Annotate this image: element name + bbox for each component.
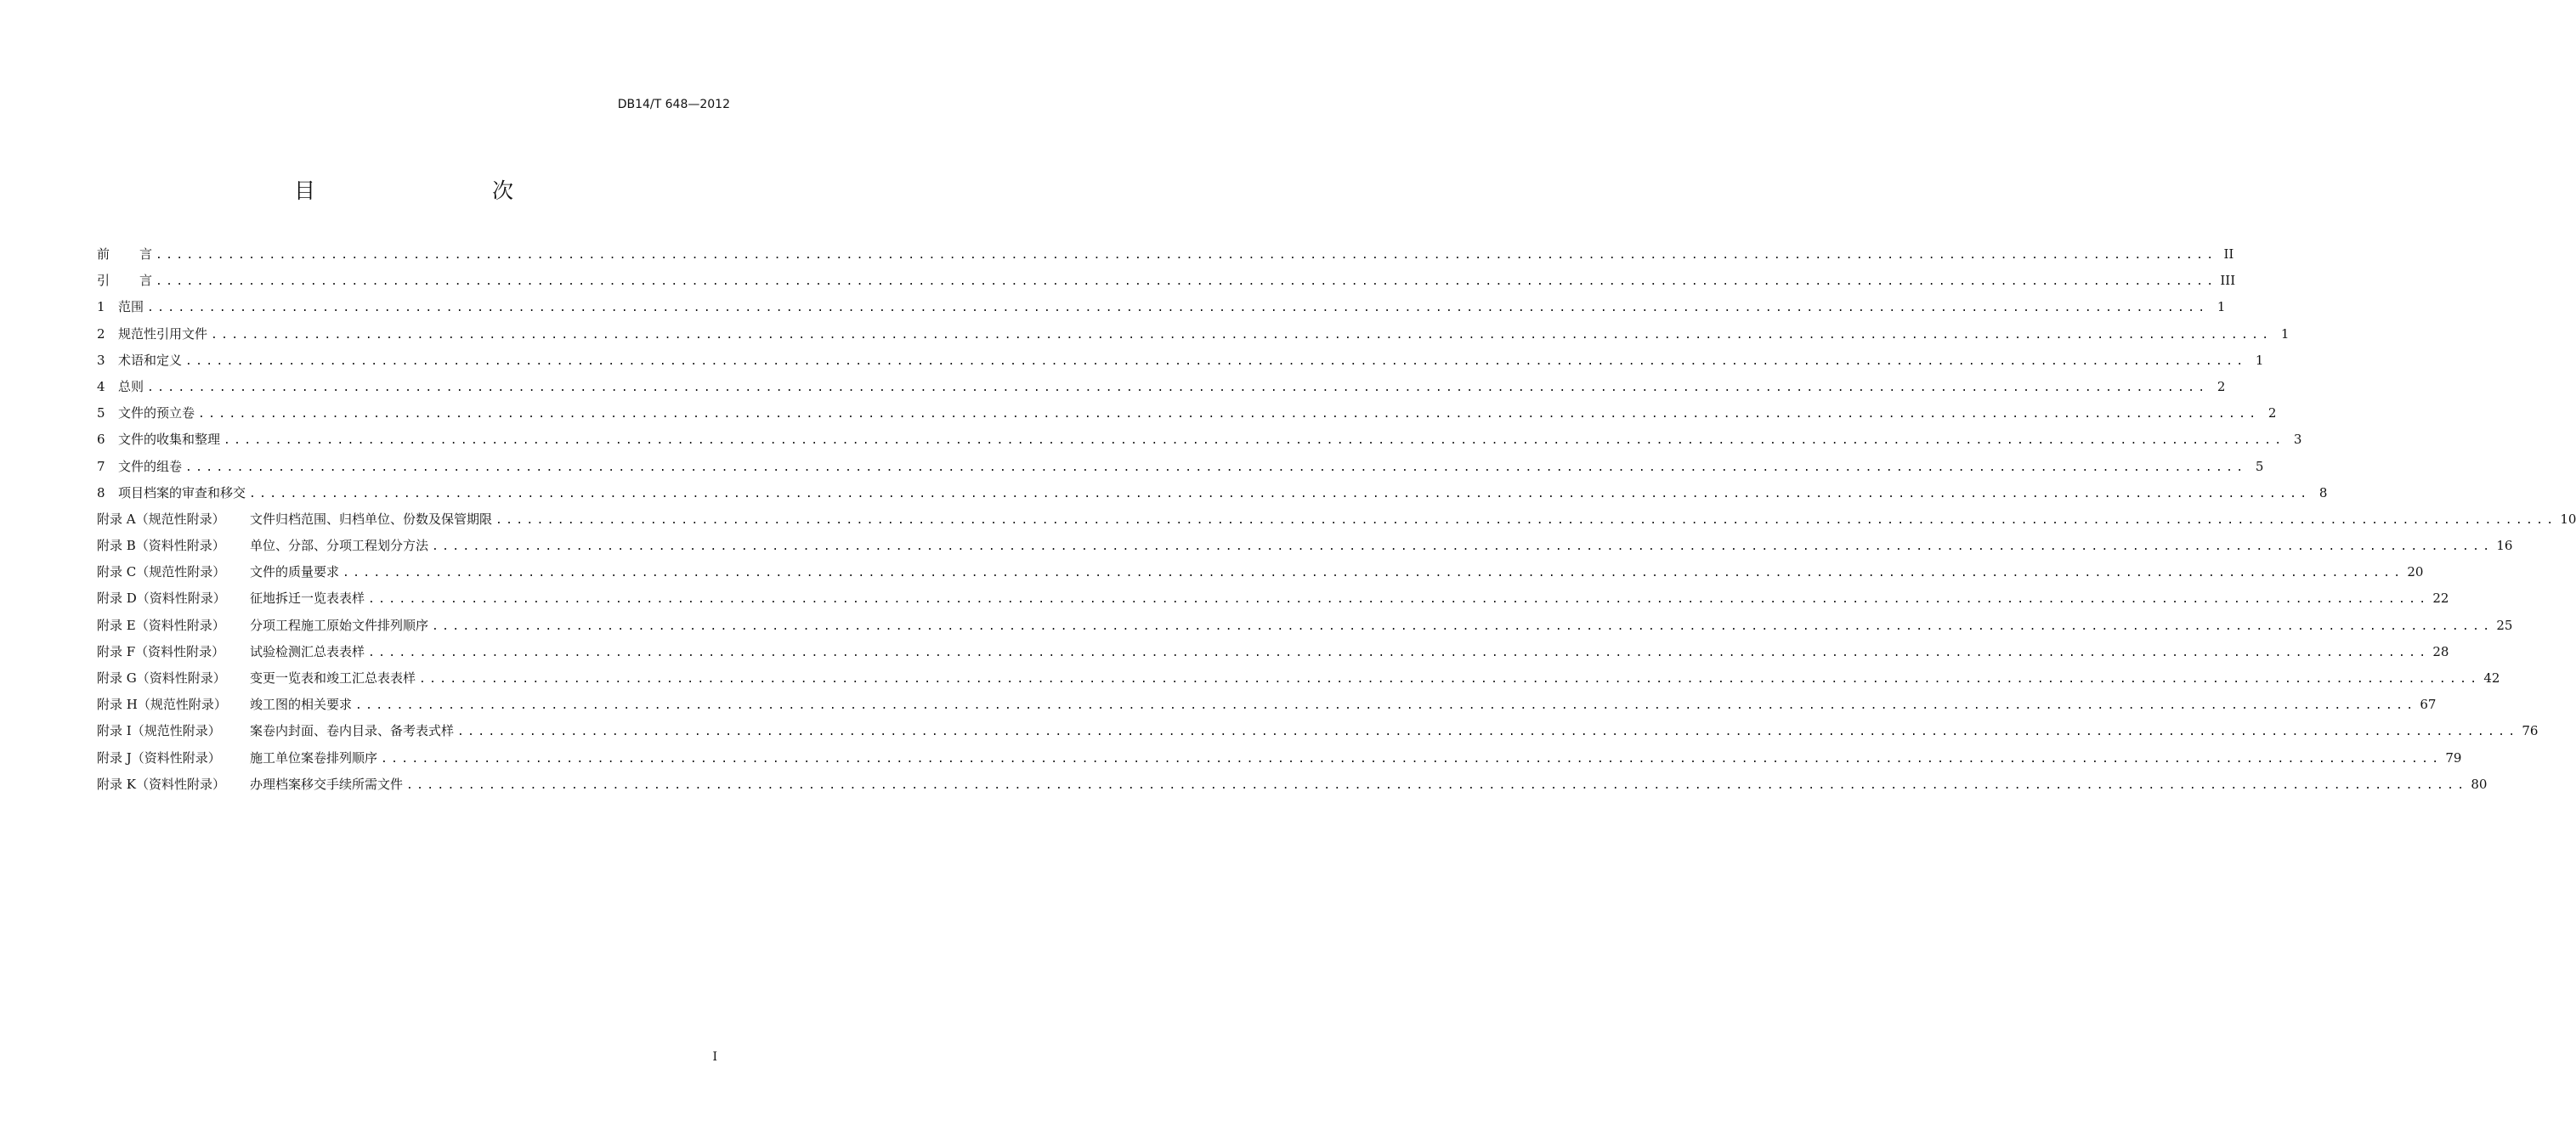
toc-entry[interactable]: [97, 692, 2437, 718]
toc-entry[interactable]: [97, 745, 2462, 772]
toc-leader-dots: ........................................................................................................................................................................................................: [198, 408, 2260, 421]
toc-leader-dots: ........................................................................................................................................................................................................: [343, 567, 2404, 580]
toc-entry-title: 单位、分部、分项工程划分方法: [250, 538, 429, 554]
toc-entry-title: 项目档案的审查和移交: [118, 484, 246, 500]
toc-entry-page: 80: [2471, 776, 2488, 792]
toc-entry-page: 10: [2560, 511, 2576, 527]
toc-entry-title: 文件的预立卷: [118, 405, 195, 421]
toc-entry-number: 附录 D（资料性附录）: [97, 591, 226, 607]
toc-entry[interactable]: [97, 348, 2264, 374]
toc-entry-number: 5: [97, 405, 105, 421]
toc-entry-page: III: [2220, 273, 2236, 289]
toc-leader-dots: ........................................................................................................................................................................................................: [432, 619, 2494, 633]
toc-entry-title: 施工单位案卷排列顺序: [250, 749, 378, 766]
toc-entry[interactable]: [97, 613, 2513, 639]
page-title: 目 次: [294, 178, 598, 203]
toc-leader-dots: ........................................................................................................................................................................................................: [355, 699, 2417, 713]
toc-entry-number: 4: [97, 378, 105, 394]
toc-entry-page: 3: [2293, 432, 2302, 448]
toc-entry-title: 征地拆迁一览表表样: [250, 591, 365, 607]
toc-entry-page: 1: [2255, 352, 2264, 368]
toc-entry-number: 附录 A（规范性附录）: [97, 511, 225, 527]
toc-leader-dots: ........................................................................................................................................................................................................: [432, 540, 2494, 554]
toc-leader-dots: ........................................................................................................................................................................................................: [224, 434, 2285, 448]
toc-entry-page: 67: [2420, 697, 2437, 713]
toc-entry[interactable]: [97, 772, 2488, 798]
toc-entry-page: 22: [2432, 591, 2449, 607]
toc-entry[interactable]: [97, 585, 2449, 612]
toc-entry-title: 试验检测汇总表表样: [250, 643, 365, 659]
toc-entry[interactable]: [97, 268, 2236, 294]
toc-entry-number: 3: [97, 352, 105, 368]
toc-leader-dots: ........................................................................................................................................................................................................: [495, 513, 2557, 527]
document-code: DB14/T 648—2012: [617, 98, 730, 111]
toc-entry-number: 附录 J（资料性附录）: [97, 749, 221, 766]
toc-leader-dots: ........................................................................................................................................................................................................: [249, 487, 2311, 500]
toc-entry-title: 范围: [118, 299, 144, 315]
toc-entry-page: 1: [2216, 299, 2226, 315]
toc-entry-number: 附录 E（资料性附录）: [97, 617, 225, 633]
toc-entry-title: 案卷内封面、卷内目录、备考表式样: [250, 723, 455, 739]
toc-entry-number: 附录 I（规范性附录）: [97, 723, 221, 739]
toc-entry-number: 附录 G（资料性附录）: [97, 670, 226, 686]
toc-entry-page: II: [2223, 246, 2234, 262]
toc-entry-title: 文件的质量要求: [250, 564, 340, 580]
toc-entry-number: 7: [97, 458, 105, 474]
toc-entry-number: 前: [97, 246, 110, 262]
toc-entry-number: 附录 F（资料性附录）: [97, 643, 225, 659]
toc-entry[interactable]: [97, 665, 2500, 692]
toc-entry-page: 42: [2483, 670, 2500, 686]
toc-entry-page: 8: [2318, 484, 2328, 500]
toc-leader-dots: ........................................................................................................................................................................................................: [185, 461, 2247, 474]
toc-entry-page: 2: [2216, 378, 2226, 394]
toc-entry-number: 附录 H（规范性附录）: [97, 697, 227, 713]
toc-entry-page: 79: [2445, 749, 2462, 766]
toc-entry[interactable]: [97, 454, 2264, 480]
table-of-contents: [97, 241, 2576, 798]
toc-entry-page: 25: [2496, 617, 2513, 633]
toc-entry[interactable]: [97, 241, 2234, 268]
toc-entry-number: 1: [97, 299, 105, 315]
toc-entry[interactable]: [97, 321, 2290, 348]
toc-leader-dots: ........................................................................................................................................................................................................: [381, 752, 2443, 766]
toc-leader-dots: ........................................................................................................................................................................................................: [457, 726, 2519, 739]
toc-entry-title: 文件的收集和整理: [118, 432, 221, 448]
toc-entry[interactable]: [97, 533, 2513, 559]
toc-entry-title: 文件的组卷: [118, 458, 183, 474]
toc-entry-number: 2: [97, 325, 105, 342]
toc-entry-page: 20: [2407, 564, 2424, 580]
toc-leader-dots: ........................................................................................................................................................................................................: [147, 381, 2209, 394]
toc-entry-number: 8: [97, 484, 105, 500]
toc-leader-dots: ........................................................................................................................................................................................................: [368, 646, 2430, 659]
toc-entry-title: 办理档案移交手续所需文件: [250, 776, 404, 792]
toc-entry-page: 2: [2267, 405, 2277, 421]
toc-entry[interactable]: [97, 718, 2539, 744]
toc-entry-title: 总则: [118, 378, 144, 394]
toc-entry[interactable]: [97, 374, 2226, 400]
toc-entry-page: 76: [2522, 723, 2539, 739]
page-number: I: [712, 1050, 717, 1064]
toc-leader-dots: ........................................................................................................................................................................................................: [156, 249, 2217, 262]
toc-leader-dots: ........................................................................................................................................................................................................: [211, 328, 2273, 342]
toc-leader-dots: ........................................................................................................................................................................................................: [156, 275, 2217, 289]
toc-entry[interactable]: [97, 427, 2302, 453]
toc-leader-dots: ........................................................................................................................................................................................................: [185, 354, 2247, 368]
toc-entry-number: 6: [97, 432, 105, 448]
toc-entry-number: 附录 K（资料性附录）: [97, 776, 225, 792]
toc-entry[interactable]: [97, 506, 2576, 533]
toc-entry-title: 言: [139, 273, 153, 289]
toc-entry-page: 28: [2432, 643, 2449, 659]
toc-leader-dots: ........................................................................................................................................................................................................: [147, 302, 2209, 315]
toc-leader-dots: ........................................................................................................................................................................................................: [368, 593, 2430, 607]
toc-entry[interactable]: [97, 294, 2226, 320]
toc-entry[interactable]: [97, 639, 2449, 665]
toc-entry-page: 16: [2496, 538, 2513, 554]
toc-entry-title: 竣工图的相关要求: [250, 697, 353, 713]
toc-entry-number: 附录 B（资料性附录）: [97, 538, 225, 554]
toc-entry-number: 引: [97, 273, 110, 289]
toc-leader-dots: ........................................................................................................................................................................................................: [406, 778, 2468, 792]
toc-entry-title: 分项工程施工原始文件排列顺序: [250, 617, 429, 633]
toc-entry[interactable]: [97, 480, 2328, 506]
toc-entry-number: 附录 C（规范性附录）: [97, 564, 226, 580]
toc-entry[interactable]: [97, 400, 2277, 427]
toc-entry-title: 言: [139, 246, 153, 262]
toc-entry[interactable]: [97, 559, 2424, 585]
toc-leader-dots: ........................................................................................................................................................................................................: [419, 673, 2481, 686]
toc-entry-title: 文件归档范围、归档单位、份数及保管期限: [250, 511, 493, 527]
toc-entry-title: 术语和定义: [118, 352, 183, 368]
toc-entry-page: 1: [2280, 325, 2290, 342]
toc-entry-title: 变更一览表和竣工汇总表表样: [250, 670, 416, 686]
toc-entry-page: 5: [2255, 458, 2264, 474]
toc-entry-title: 规范性引用文件: [118, 325, 208, 342]
